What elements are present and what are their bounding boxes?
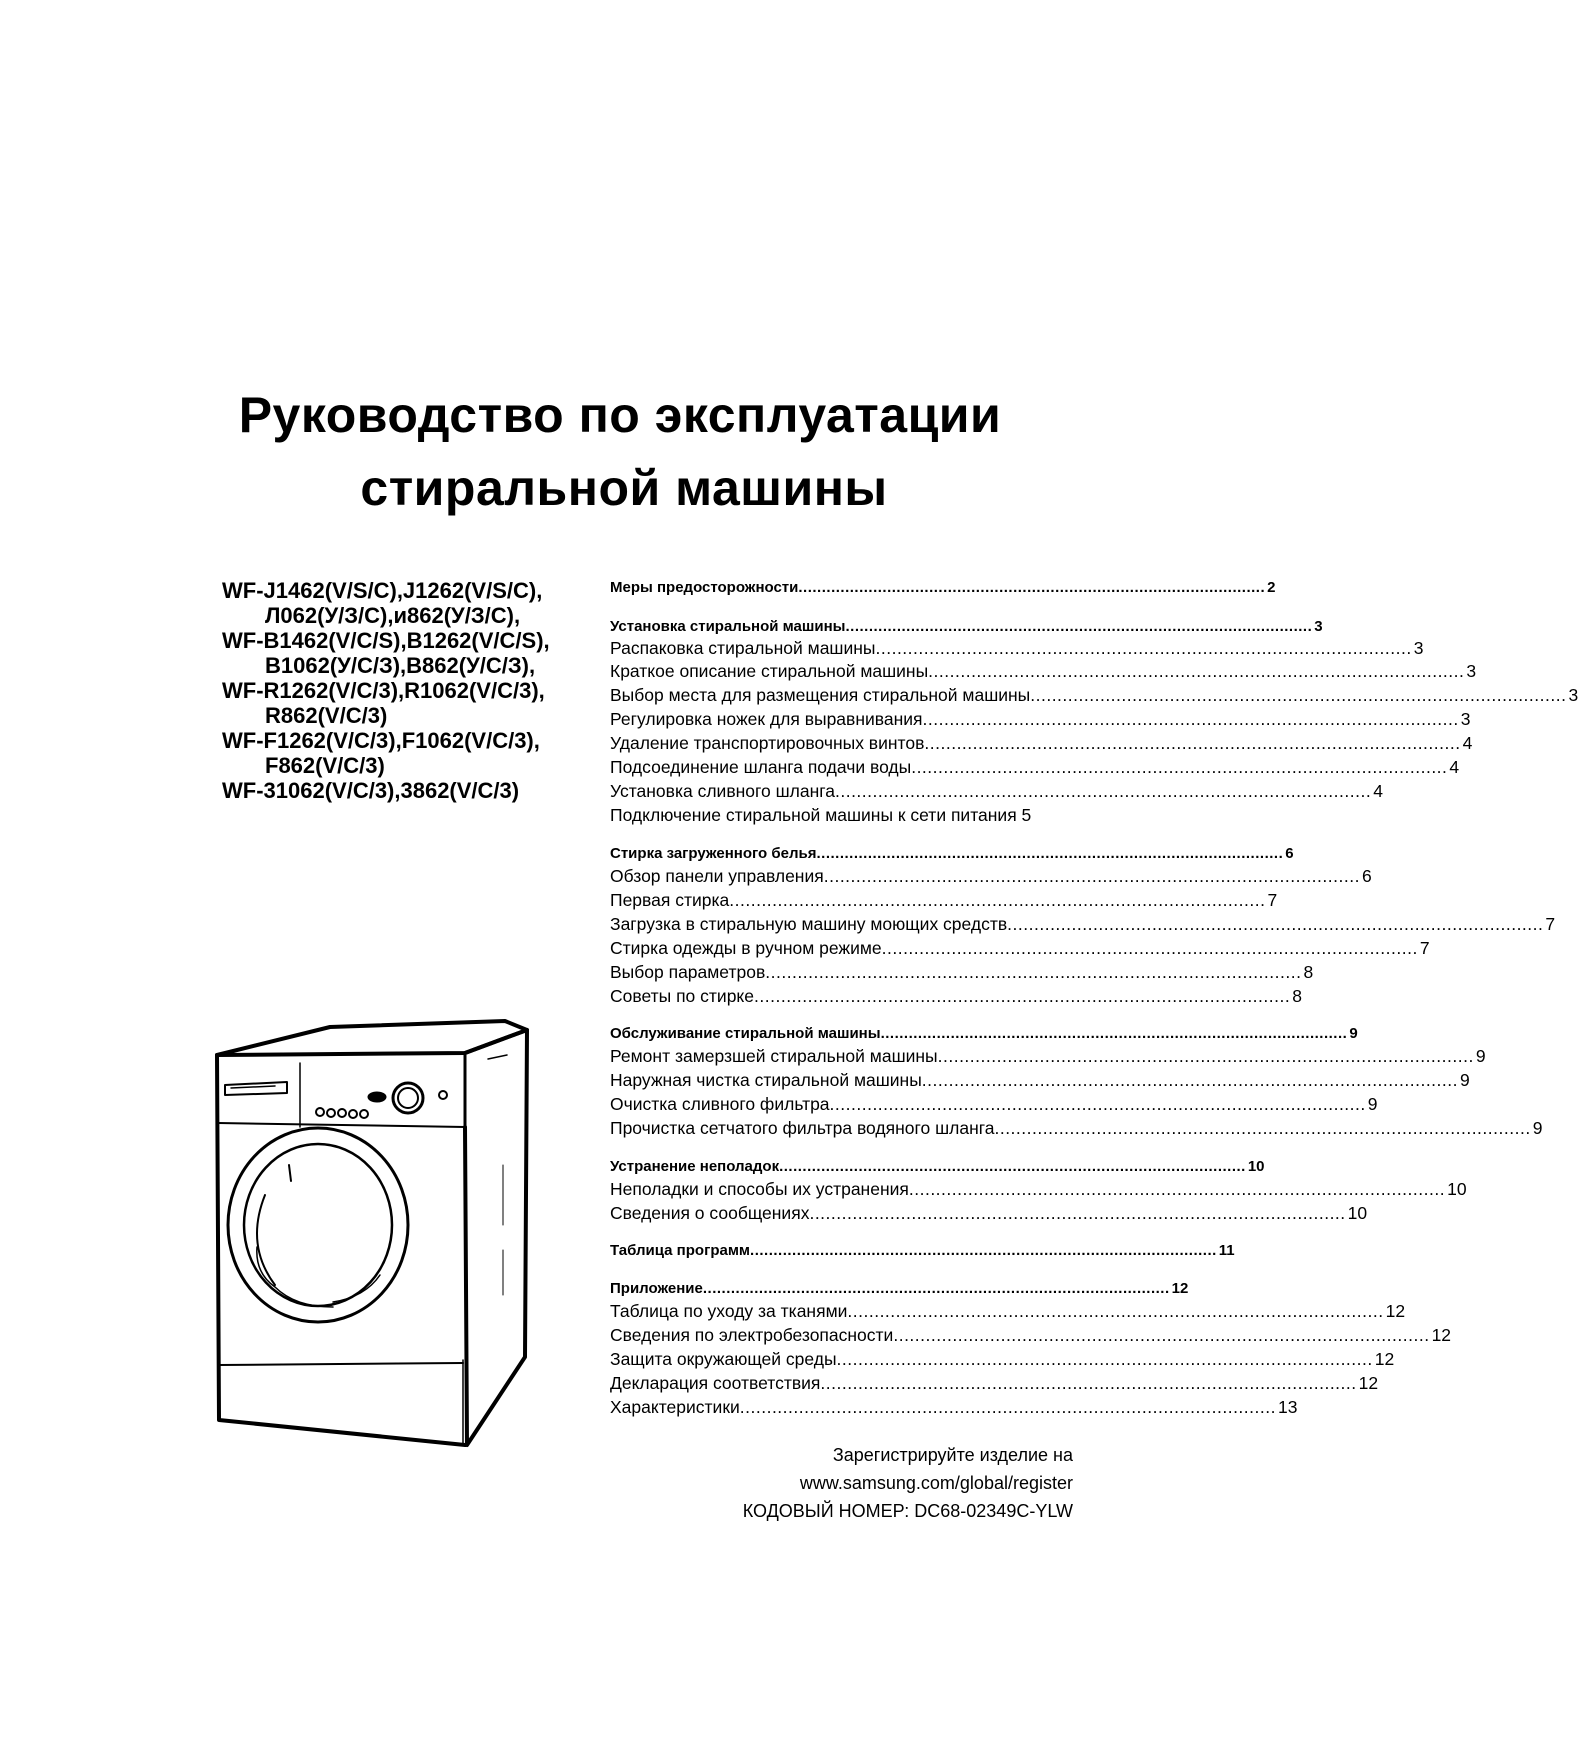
- toc-entry: Защита окружающей среды .................................................................................................... 12: [610, 1349, 1395, 1369]
- toc-heading: Установка стиральной машины .................................................................................................... 3: [610, 618, 1323, 635]
- toc-heading: Стирка загруженного белья .................................................................................................... 6: [610, 845, 1294, 862]
- model-line: F862(V/C/3): [265, 753, 385, 778]
- toc-entry: Первая стирка .................................................................................................... 7: [610, 890, 1278, 910]
- model-line: WF-31062(V/C/3),3862(V/C/3): [222, 778, 520, 803]
- code-number: КОДОВЫЙ НОМЕР: DC68-02349C-YLW: [742, 1501, 1073, 1521]
- model-line: В1062(У/С/З),В862(У/С/З),: [265, 653, 536, 678]
- toc-entry: Сведения по электробезопасности .................................................................................................... 12: [610, 1325, 1452, 1345]
- toc-heading: Обслуживание стиральной машины .................................................................................................... 9: [610, 1025, 1358, 1042]
- toc-entry: Подключение стиральной машины к сети питания 5: [610, 805, 1032, 825]
- toc-entry: Стирка одежды в ручном режиме .................................................................................................... 7: [610, 938, 1430, 958]
- toc-entry: Наружная чистка стиральной машины .................................................................................................... 9: [610, 1070, 1470, 1090]
- toc-heading: Таблица программ .................................................................................................... 11: [610, 1242, 1235, 1259]
- title-line-2: стиральной машины: [360, 460, 888, 516]
- toc-heading: Устранение неполадок .................................................................................................... 10: [610, 1158, 1265, 1175]
- model-line: WF-F1262(V/C/3),F1062(V/C/3),: [222, 728, 540, 753]
- toc-entry: Неполадки и способы их устранения .................................................................................................... 10: [610, 1179, 1467, 1199]
- model-line: WF-J1462(V/S/C),J1262(V/S/C),: [222, 578, 543, 603]
- toc-entry: Загрузка в стиральную машину моющих средств .................................................................................................... 7: [610, 914, 1556, 934]
- toc-entry: Краткое описание стиральной машины .................................................................................................... 3: [610, 661, 1477, 681]
- toc-entry: Таблица по уходу за тканями .................................................................................................... 12: [610, 1301, 1406, 1321]
- register-text: Зарегистрируйте изделие на: [832, 1445, 1073, 1465]
- toc-entry: Удаление транспортировочных винтов .................................................................................................... 4: [610, 733, 1473, 753]
- toc-entry: Ремонт замерзшей стиральной машины .................................................................................................... 9: [610, 1046, 1486, 1066]
- toc-entry: Распаковка стиральной машины .................................................................................................... 3: [610, 638, 1424, 658]
- toc-entry: Обзор панели управления .................................................................................................... 6: [610, 866, 1372, 886]
- toc-entry: Установка сливного шланга .................................................................................................... 4: [610, 781, 1383, 801]
- model-line: Л062(У/З/С),и862(У/З/С),: [265, 603, 521, 628]
- toc-entry: Прочистка сетчатого фильтра водяного шланга .................................................................................................... 9: [610, 1118, 1543, 1138]
- toc-entry: Подсоединение шланга подачи воды .................................................................................................... 4: [610, 757, 1460, 777]
- toc-entry: Характеристики .................................................................................................... 13: [610, 1397, 1298, 1417]
- toc-entry: Декларация соответствия .................................................................................................... 12: [610, 1373, 1379, 1393]
- register-url[interactable]: www.samsung.com/global/register: [799, 1473, 1073, 1493]
- toc-entry: Регулировка ножек для выравнивания .................................................................................................... 3: [610, 709, 1471, 729]
- toc-entry: Советы по стирке .................................................................................................... 8: [610, 986, 1302, 1006]
- model-line: R862(V/C/3): [265, 703, 388, 728]
- washing-machine-illustration: [205, 1015, 535, 1450]
- toc-entry: Выбор параметров .................................................................................................... 8: [610, 962, 1314, 982]
- toc-heading: Меры предосторожности .................................................................................................... 2: [610, 579, 1276, 596]
- toc-entry: Очистка сливного фильтра .................................................................................................... 9: [610, 1094, 1378, 1114]
- title-line-1: Руководство по эксплуатации: [238, 387, 1002, 443]
- toc-heading: Приложение .................................................................................................... 12: [610, 1280, 1189, 1297]
- model-line: WF-R1262(V/C/3),R1062(V/C/3),: [222, 678, 545, 703]
- toc-entry: Сведения о сообщениях .................................................................................................... 10: [610, 1203, 1368, 1223]
- toc-entry: Выбор места для размещения стиральной машины .................................................................................................... 3: [610, 685, 1578, 705]
- model-line: WF-B1462(V/C/S),B1262(V/C/S),: [222, 628, 550, 653]
